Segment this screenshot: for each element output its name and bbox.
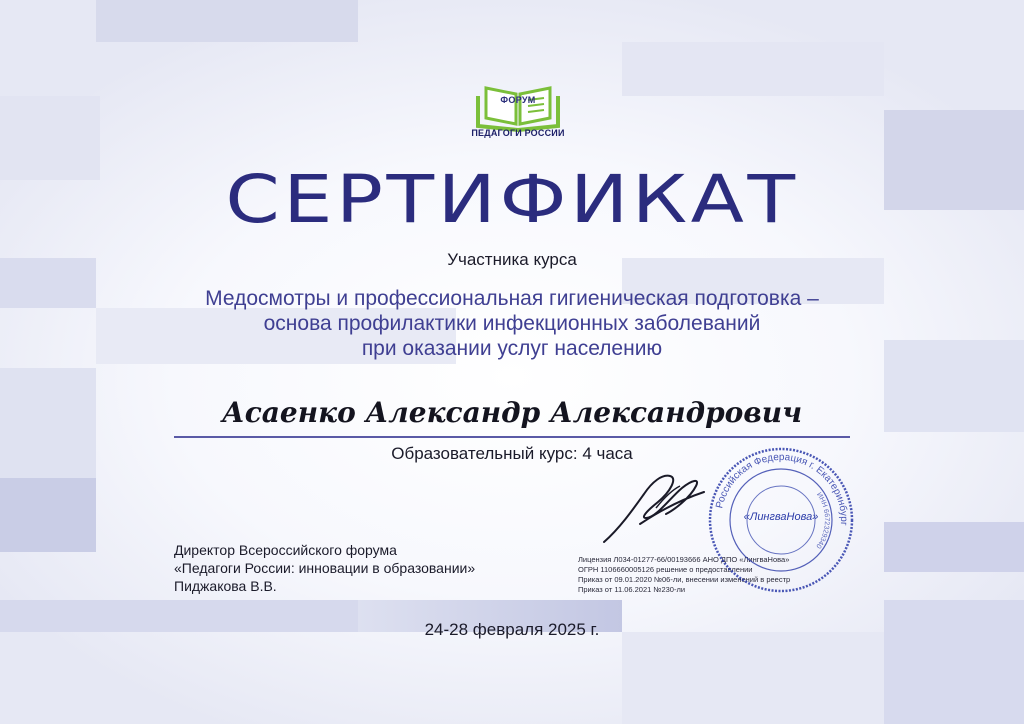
official-stamp <box>707 446 855 594</box>
certificate-title: СЕРТИФИКАТ <box>225 161 799 238</box>
course-hours: Образовательный курс: 4 часа <box>391 444 633 463</box>
director-block <box>174 541 475 595</box>
bg-band <box>884 600 1024 724</box>
director-line: «Педагоги России: инновации в образовании» <box>174 560 476 576</box>
name-underline <box>174 436 850 438</box>
svg-text:Российская Федерация г. Екатер: Российская Федерация г. Екатеринбург <box>714 451 850 526</box>
license-line: Лицензия Л034-01277-66/00193666 АНО ДПО «ЛингваНова» <box>578 555 790 564</box>
license-line: ОГРН 1106660005126 решение о предоставлении <box>578 565 753 574</box>
logo-top-text: ФОРУМ <box>500 95 536 105</box>
stamp-center-text: «ЛингваНова» <box>743 511 819 523</box>
course-title <box>130 286 894 361</box>
course-title-line: Медосмотры и профессиональная гигиеническая подготовка – <box>205 287 819 310</box>
bg-band <box>0 478 96 552</box>
bg-band <box>96 0 358 42</box>
forum-logo <box>468 82 568 144</box>
course-title-line: при оказании услуг населению <box>361 337 663 360</box>
license-line: Приказ от 11.06.2021 №230-ли <box>578 585 686 594</box>
bg-band <box>622 42 884 96</box>
logo-bottom-text: ПЕДАГОГИ РОССИИ <box>471 128 565 138</box>
svg-text:ИНН 6672329340: ИНН 6672329340 <box>814 491 831 550</box>
recipient-name: Асаенко Александр Александрович <box>221 396 803 429</box>
course-title-line: основа профилактики инфекционных заболеваний <box>263 312 761 335</box>
bg-band <box>884 522 1024 572</box>
director-line: Директор Всероссийского форума <box>174 542 397 558</box>
signature <box>600 468 720 548</box>
director-line: Пиджакова В.В. <box>174 578 277 594</box>
license-line: Приказ от 09.01.2020 №06-ли, внесении изменений в реестр <box>578 575 791 584</box>
course-dates: 24-28 февраля 2025 г. <box>424 620 600 639</box>
certificate-subtitle: Участника курса <box>447 250 577 269</box>
